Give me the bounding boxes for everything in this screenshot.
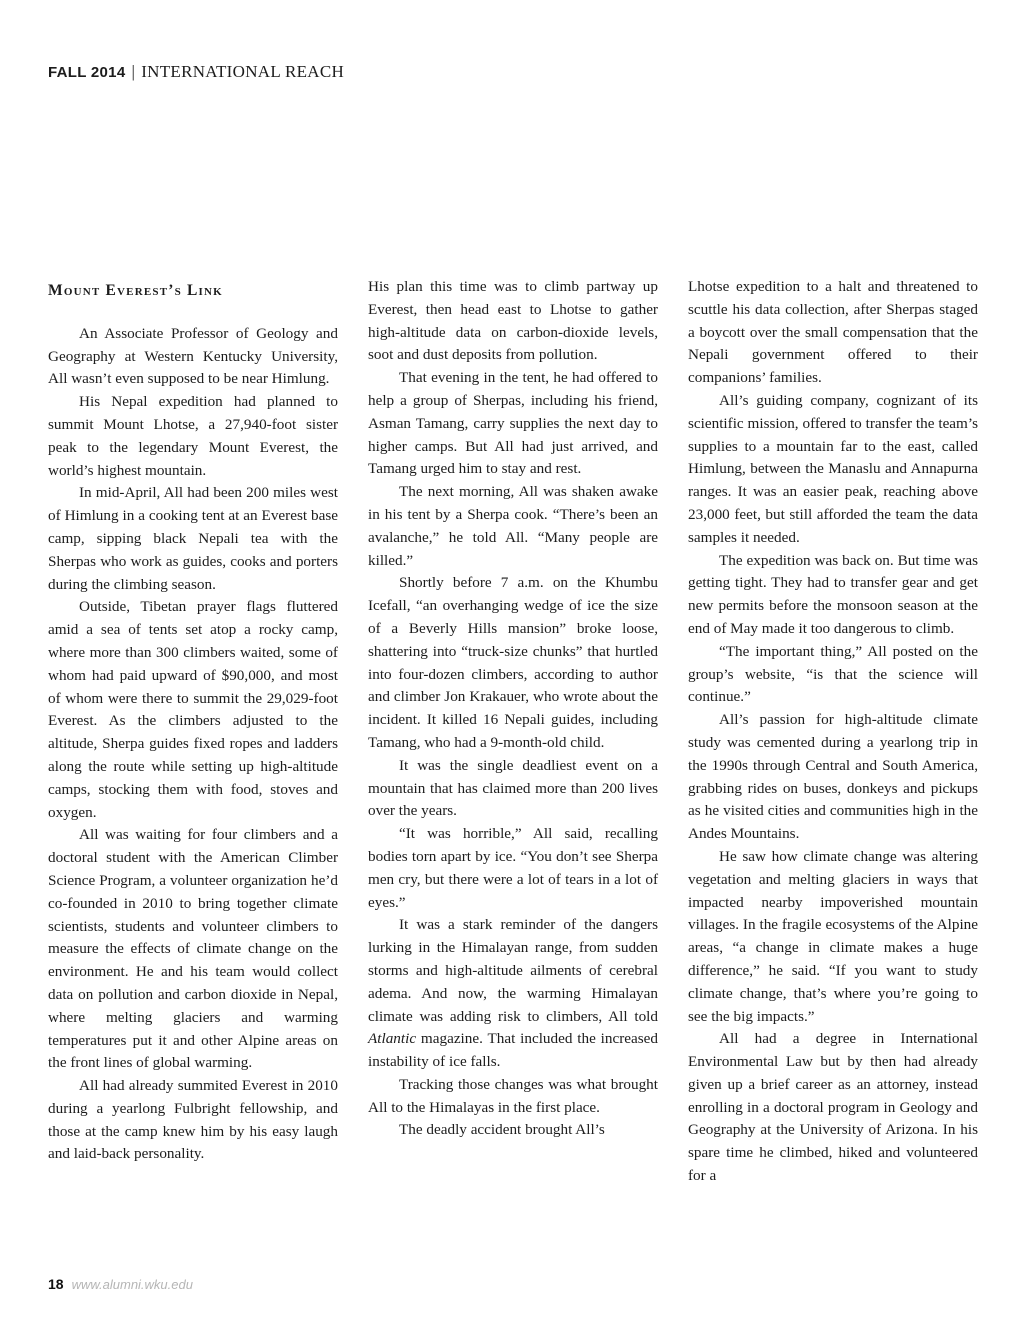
paragraph: All’s guiding company, cognizant of its scientific mission, offered to transfer the team’s supplies to a mountain far to the east, called Himlung, between the Manaslu and Annapurna ranges. It was an easier peak, reaching above 23,000 feet, but still afforded the team the data samples it needed. [688,391,978,546]
magazine-title: Atlantic [368,1030,417,1048]
issue-season: FALL 2014 [48,64,126,81]
paragraph: That evening in the tent, he had offered to help a group of Sherpas, including his friend, Asman Tamang, carry supplies the next day to higher camps. But All had just arrived, and Tamang urged him to stay and rest. [368,369,658,478]
paragraph-text: It was a stark reminder of the dangers lurking in the Himalayan range, from sudden storms and high-altitude ailments of cerebral adema. And now, the warming Himalayan climate was adding risk to climbers, All told [368,916,658,1025]
paragraph: The next morning, All was shaken awake in his tent by a Sherpa cook. “There’s been an avalanche,” he told All. “Many people are killed.” [368,483,658,569]
section-title: INTERNATIONAL REACH [141,62,345,81]
paragraph: Tracking those changes was what brought All to the Himalayas in the first place. [368,1075,658,1116]
paragraph: “The important thing,” All posted on the group’s website, “is that the science will continue.” [688,642,978,706]
section-heading: Mount Everest’s Link [48,282,223,299]
page-footer [48,1276,193,1294]
paragraph: All’s passion for high-altitude climate study was cemented during a yearlong trip in the 1990s through Central and South America, grabbing rides on buses, donkeys and pickups as he visited cities and communities high in the Andes Mountains. [688,711,978,843]
paragraph: Shortly before 7 a.m. on the Khumbu Icefall, “an overhanging wedge of ice the size of a Beverly Hills mansion” broke loose, shattering into “truck-size chunks” that hurtled into four-dozen climbers, according to author and climber Jon Krakauer, who wrote about the incident. It killed 16 Nepali guides, including Tamang, who had a 9-month-old child. [368,574,658,751]
page-number: 18 [48,1276,64,1292]
header-separator: | [131,62,136,81]
paragraph: All had already summited Everest in 2010 during a yearlong Fulbright fellowship, and those at the camp knew him by his easy laugh and laid-back personality. [48,1077,338,1163]
footer-url[interactable]: www.alumni.wku.edu [71,1277,193,1292]
paragraph: His Nepal expedition had planned to summit Mount Lhotse, a 27,940-foot sister peak to the legendary Mount Everest, the world’s highest mountain. [48,393,338,479]
paragraph: All had a degree in International Environmental Law but by then had already given up a brief career as an attorney, instead enrolling in a doctoral program in Geology and Geography at the University of Arizona. In his spare time he climbed, hiked and volunteered for a [688,1030,978,1185]
paragraph: It was the single deadliest event on a mountain that has claimed more than 200 lives over the years. [368,756,658,820]
paragraph: An Associate Professor of Geology and Geography at Western Kentucky University, All wasn’t even supposed to be near Himlung. [48,324,338,388]
paragraph: The deadly accident brought All’s [399,1121,605,1139]
paragraph: Outside, Tibetan prayer flags fluttered amid a sea of tents set atop a rocky camp, where more than 300 climbers waited, some of whom had paid upward of $90,000, and most of whom were there to summit the 29,029-foot Everest. As the climbers adjusted to the altitude, Sherpa guides fixed ropes and ladders along the route while setting up high-altitude camps, stocking them with food, stoves and oxygen. [48,598,338,821]
paragraph: The expedition was back on. But time was getting tight. They had to transfer gear and get new permits before the monsoon season at the end of May made it too dangerous to climb. [688,551,978,637]
paragraph: In mid-April, All had been 200 miles west of Himlung in a cooking tent at an Everest base camp, sipping black Nepali tea with the Sherpas who work as guides, cooks and porters during the climbing season. [48,484,338,593]
paragraph [368,914,658,1074]
article-column-2 [368,276,658,1142]
paragraph: “It was horrible,” All said, recalling bodies torn apart by ice. “You don’t see Sherpa men cry, but there were a lot of tears in a lot of eyes.” [368,825,658,911]
paragraph-continued: Lhotse expedition to a halt and threatened to scuttle his data collection, after Sherpas staged a boycott over the small compensation that the Nepali government offered to their companions’ families. [688,278,978,387]
article-column-1 [48,276,338,1166]
article-column-3 [688,276,978,1188]
running-header [48,62,344,82]
paragraph-text: magazine. That included the increased instability of ice falls. [368,1030,658,1071]
paragraph: All was waiting for four climbers and a doctoral student with the American Climber Science Program, a volunteer organization he’d co-founded in 2010 to bring together climate scientists, students and volunteer climbers to measure the effects of climate change on the environment. He and his team would collect data on pollution and carbon dioxide in Nepal, where melting glaciers and warming temperatures put it and other Alpine areas on the front lines of global warming. [48,826,338,1072]
paragraph: He saw how climate change was altering vegetation and melting glaciers in ways that impacted nearby impoverished mountain villages. In the fragile ecosystems of the Alpine areas, “a change in climate makes a huge difference,” he said. “If you want to study climate change, that’s where you’re going to see the big impacts.” [688,847,978,1025]
paragraph-continued: His plan this time was to climb partway up Everest, then head east to Lhotse to gather high-altitude data on carbon-dioxide levels, soot and dust deposits from pollution. [368,278,658,364]
